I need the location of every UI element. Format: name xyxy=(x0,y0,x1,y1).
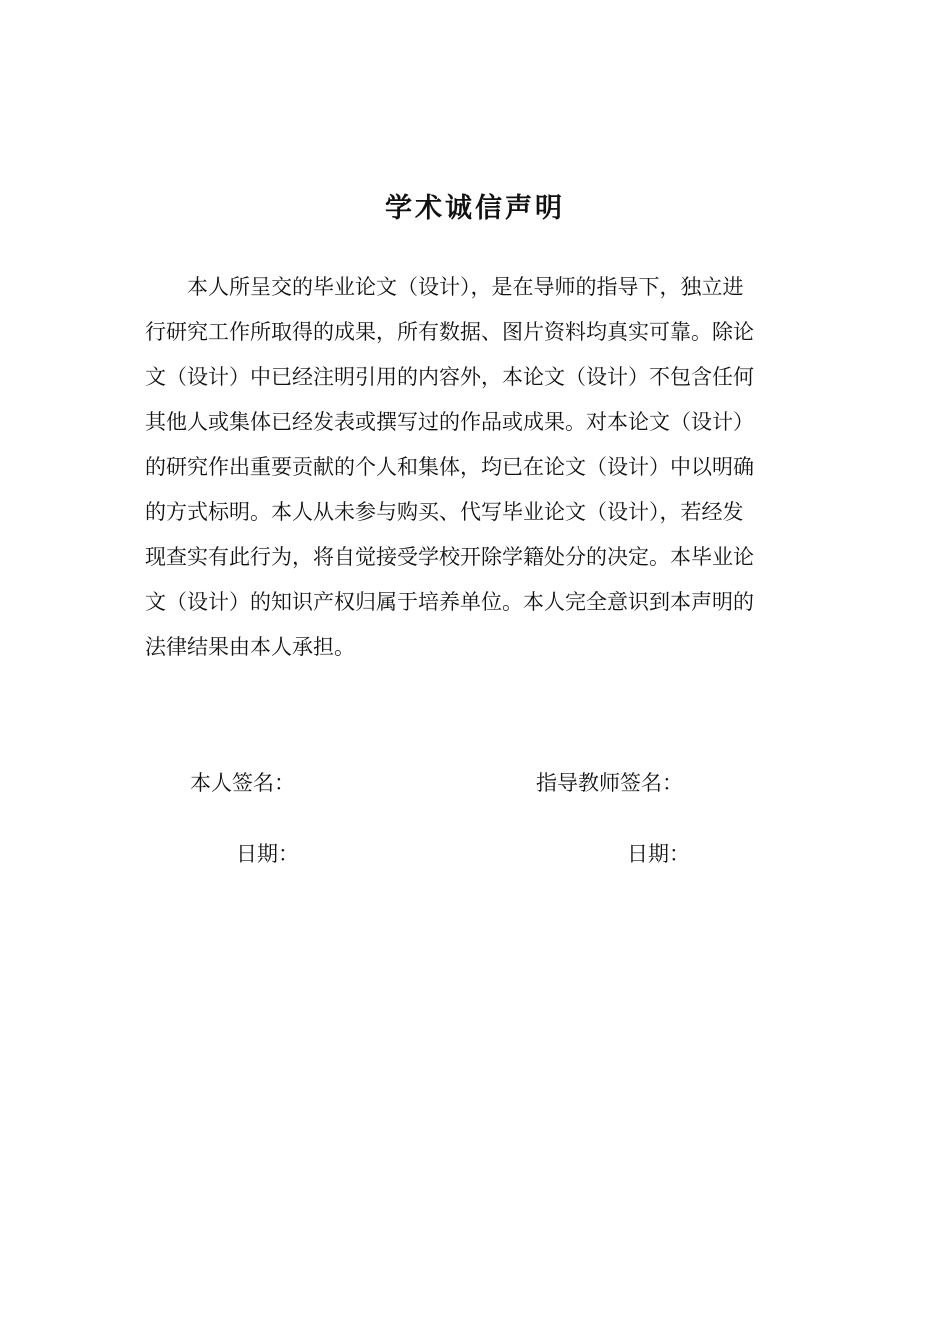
self-signature-label: 本人签名： xyxy=(190,771,295,795)
body-line-8: 文（设计）的知识产权归属于培养单位。本人完全意识到本声明的 xyxy=(145,590,754,614)
body-line-2: 行研究工作所取得的成果，所有数据、图片资料均真实可靠。除论 xyxy=(145,320,754,344)
body-line-1: 本人所呈交的毕业论文（设计），是在导师的指导下，独立进 xyxy=(145,275,744,299)
body-line-4: 其他人或集体已经发表或撰写过的作品或成果。对本论文（设计） xyxy=(145,410,754,434)
page-title: 学术诚信声明 xyxy=(385,193,565,224)
body-line-5: 的研究作出重要贡献的个人和集体，均已在论文（设计）中以明确 xyxy=(145,455,754,479)
self-date-label: 日期： xyxy=(236,842,299,866)
body-line-7: 现查实有此行为，将自觉接受学校开除学籍处分的决定。本毕业论 xyxy=(145,545,754,569)
body-line-3: 文（设计）中已经注明引用的内容外，本论文（设计）不包含任何 xyxy=(145,365,754,389)
declaration-body xyxy=(145,265,795,670)
advisor-date-label: 日期： xyxy=(627,842,690,866)
advisor-signature-label: 指导教师签名： xyxy=(536,771,683,795)
body-line-9: 法律结果由本人承担。 xyxy=(145,635,355,659)
body-line-6: 的方式标明。本人从未参与购买、代写毕业论文（设计），若经发 xyxy=(145,500,744,524)
